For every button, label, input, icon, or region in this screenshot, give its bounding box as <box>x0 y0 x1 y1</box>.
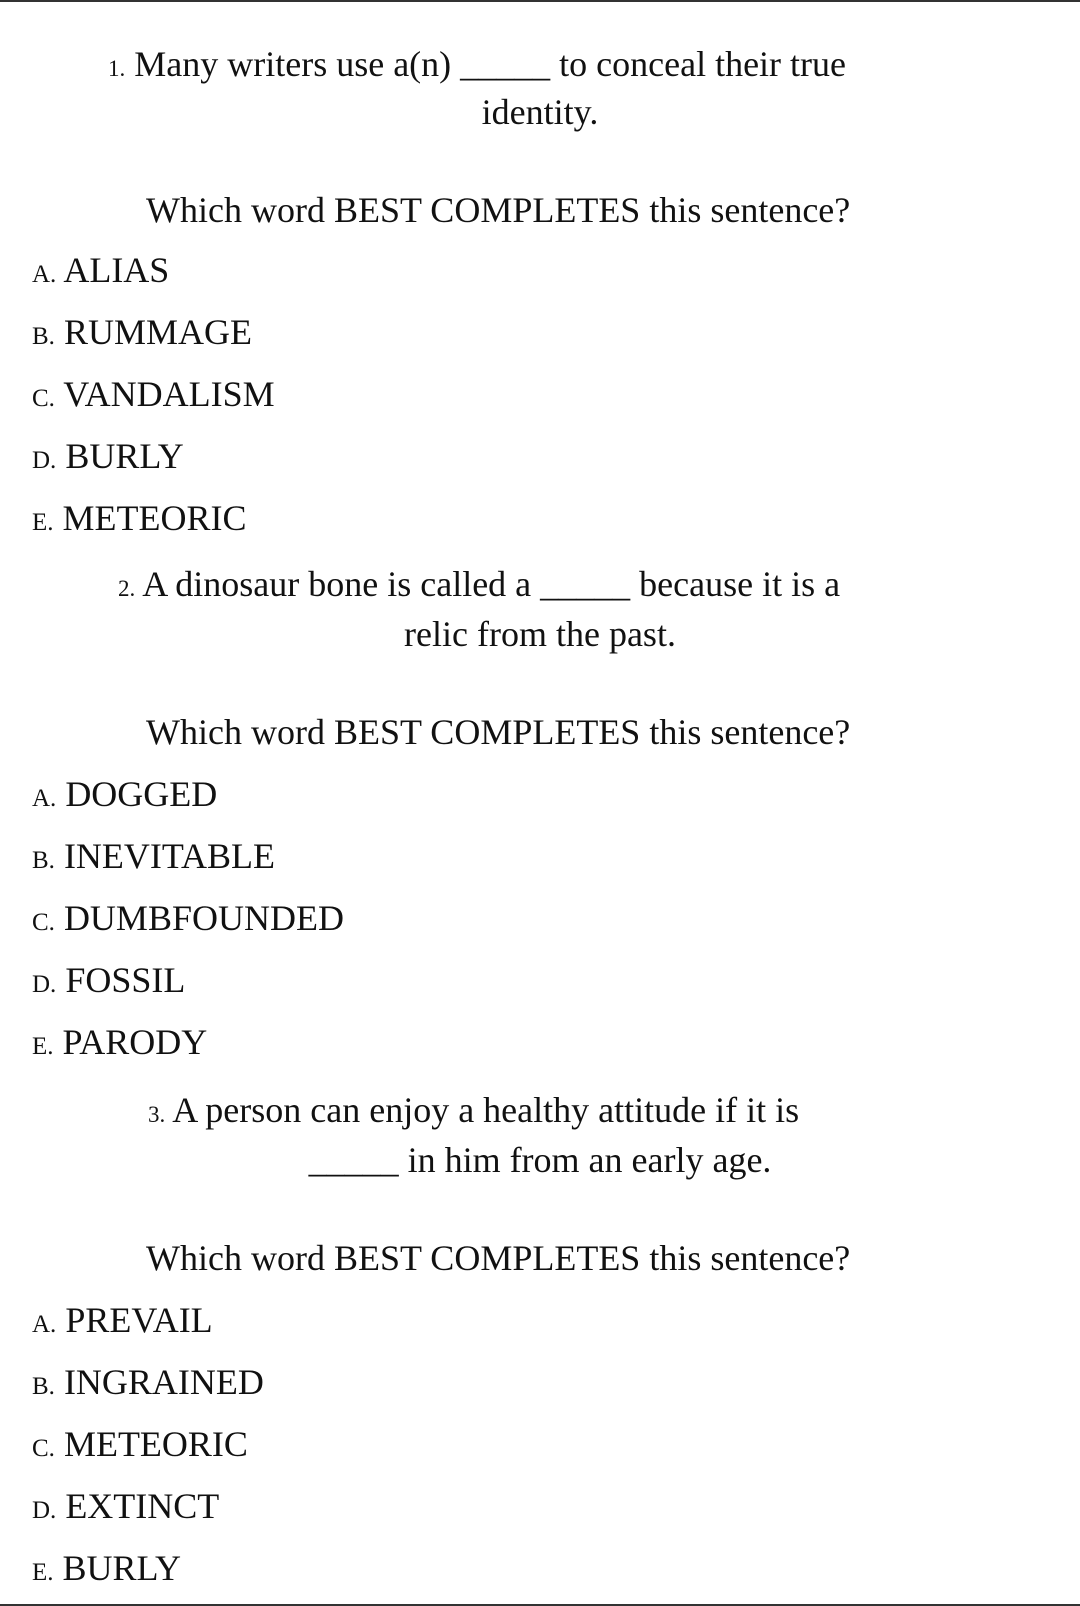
option-letter: E. <box>32 509 54 536</box>
option-letter: E. <box>32 1033 54 1060</box>
question-1-option-c[interactable] <box>32 374 275 419</box>
question-text: A dinosaur bone is called a _____ because it is a <box>142 564 841 604</box>
option-text: PREVAIL <box>65 1300 213 1340</box>
option-letter: C. <box>32 909 55 936</box>
option-text: DUMBFOUNDED <box>63 898 344 938</box>
question-1-line-2: identity. <box>481 92 599 132</box>
question-2-option-d[interactable] <box>32 960 185 1005</box>
question-number: 3. <box>148 1102 166 1127</box>
option-text: METEORIC <box>63 1424 248 1464</box>
question-3-option-c[interactable] <box>32 1424 248 1469</box>
question-3-prompt: Which word BEST COMPLETES this sentence? <box>146 1238 851 1278</box>
option-letter: D. <box>32 447 57 474</box>
question-2-prompt: Which word BEST COMPLETES this sentence? <box>146 712 851 752</box>
option-letter: A. <box>32 261 57 288</box>
option-text: DOGGED <box>65 774 218 814</box>
question-2-line-2: relic from the past. <box>404 614 676 654</box>
option-letter: B. <box>32 323 55 350</box>
question-text: Many writers use a(n) _____ to conceal their true <box>134 44 847 84</box>
question-1-option-d[interactable] <box>32 436 184 481</box>
question-1-option-a[interactable] <box>32 250 169 295</box>
question-2-line-1 <box>118 564 840 609</box>
option-text: INEVITABLE <box>63 836 275 876</box>
option-letter: C. <box>32 385 55 412</box>
question-number: 1. <box>108 56 126 81</box>
option-text: BURLY <box>62 1548 181 1588</box>
question-1-line-1 <box>108 44 846 89</box>
option-letter: C. <box>32 1435 55 1462</box>
top-border <box>0 0 1080 2</box>
option-letter: E. <box>32 1559 54 1586</box>
option-text: ALIAS <box>63 250 170 290</box>
question-2-option-e[interactable] <box>32 1022 207 1067</box>
question-3-option-e[interactable] <box>32 1548 181 1593</box>
question-1-option-b[interactable] <box>32 312 252 357</box>
question-1-option-e[interactable] <box>32 498 247 543</box>
option-letter: D. <box>32 971 57 998</box>
question-2-option-b[interactable] <box>32 836 275 881</box>
option-text: EXTINCT <box>65 1486 220 1526</box>
option-text: FOSSIL <box>65 960 186 1000</box>
question-text: A person can enjoy a healthy attitude if it is <box>172 1090 800 1130</box>
option-letter: D. <box>32 1497 57 1524</box>
option-text: RUMMAGE <box>63 312 252 352</box>
question-3-line-1 <box>148 1090 799 1135</box>
option-letter: B. <box>32 847 55 874</box>
question-number: 2. <box>118 576 136 601</box>
question-2-option-a[interactable] <box>32 774 217 819</box>
option-text: VANDALISM <box>63 374 275 414</box>
option-letter: A. <box>32 785 57 812</box>
option-text: PARODY <box>62 1022 208 1062</box>
question-3-line-2: _____ in him from an early age. <box>308 1140 772 1180</box>
option-letter: B. <box>32 1373 55 1400</box>
question-3-option-d[interactable] <box>32 1486 219 1531</box>
option-letter: A. <box>32 1311 57 1338</box>
option-text: METEORIC <box>62 498 247 538</box>
question-1-prompt: Which word BEST COMPLETES this sentence? <box>146 190 851 230</box>
question-3-option-b[interactable] <box>32 1362 264 1407</box>
question-2-option-c[interactable] <box>32 898 344 943</box>
question-3-option-a[interactable] <box>32 1300 213 1345</box>
option-text: BURLY <box>65 436 184 476</box>
option-text: INGRAINED <box>63 1362 264 1402</box>
